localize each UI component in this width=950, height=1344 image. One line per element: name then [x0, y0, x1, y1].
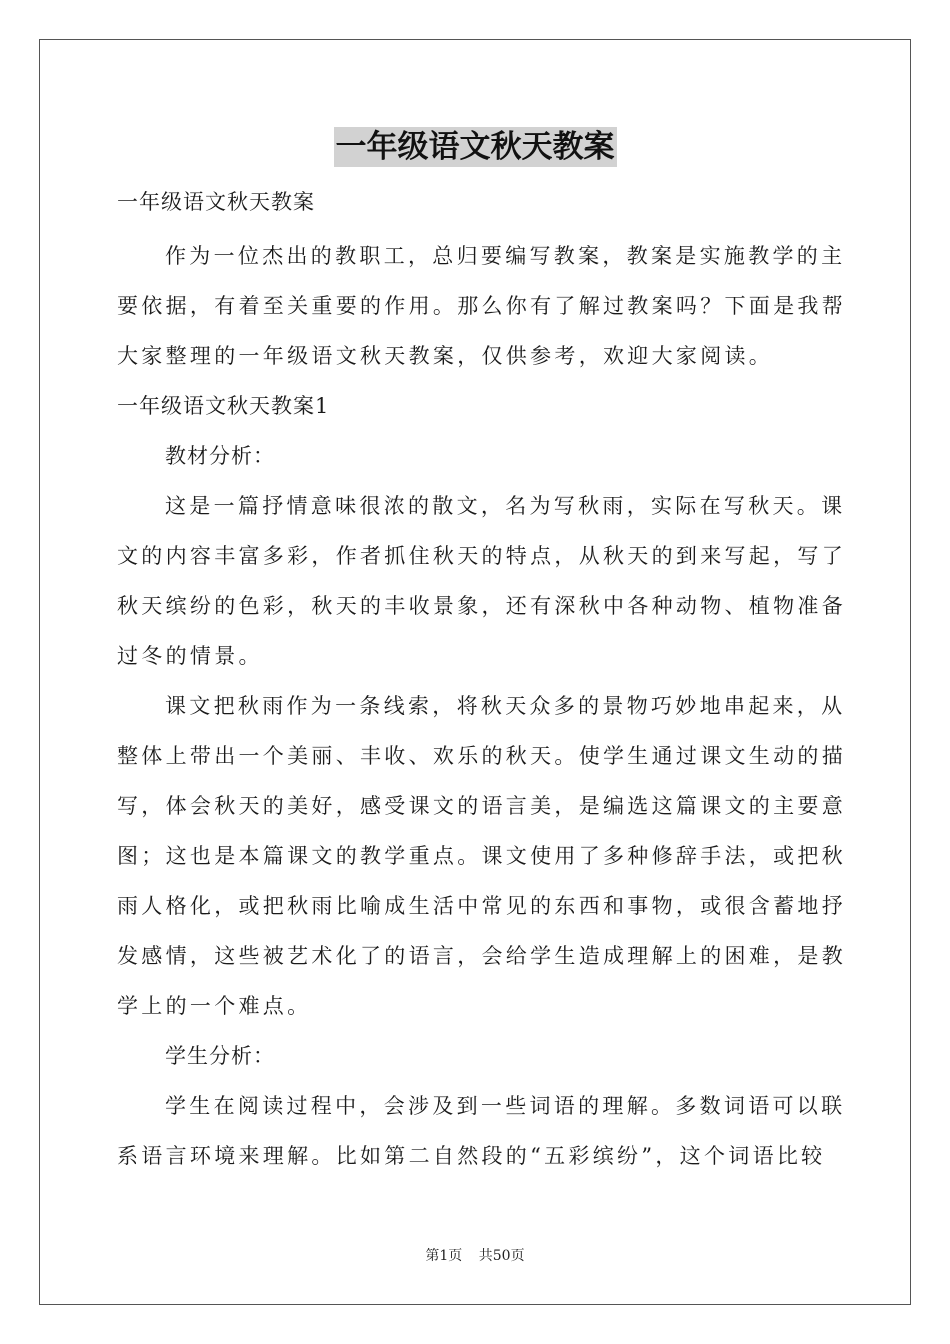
student-p1-line-1: 学生在阅读过程中，会涉及到一些词语的理解。多数词语可以联: [165, 1094, 846, 1118]
page-footer: [0, 1246, 950, 1266]
material-p2-line-5: 雨人格化，或把秋雨比喻成生活中常见的东西和事物，或很含蓄地抒: [117, 894, 846, 918]
document-title: 一年级语文秋天教案: [335, 129, 615, 165]
material-p1-line-4: 过冬的情景。: [117, 644, 263, 668]
page-total: 共50页: [478, 1248, 525, 1264]
material-p2-line-3: 写，体会秋天的美好，感受课文的语言美，是编选这篇课文的主要意: [117, 794, 846, 818]
intro-line-2: 要依据，有着至关重要的作用。那么你有了解过教案吗？下面是我帮: [117, 294, 846, 318]
material-p1-line-2: 文的内容丰富多彩，作者抓住秋天的特点，从秋天的到来写起，写了: [117, 544, 846, 568]
material-p2-line-2: 整体上带出一个美丽、丰收、欢乐的秋天。使学生通过课文生动的描: [117, 744, 846, 768]
heading-material-analysis: 教材分析：: [165, 444, 275, 468]
heading-student-analysis: 学生分析：: [165, 1044, 275, 1068]
material-p2-line-1: 课文把秋雨作为一条线索，将秋天众多的景物巧妙地串起来，从: [165, 694, 846, 718]
document-subtitle: 一年级语文秋天教案: [117, 190, 315, 214]
material-p2-line-7: 学上的一个难点。: [117, 994, 312, 1018]
material-p1-line-1: 这是一篇抒情意味很浓的散文，名为写秋雨，实际在写秋天。课: [165, 494, 846, 518]
section-title: 一年级语文秋天教案1: [117, 394, 330, 418]
student-p1-line-2: 系语言环境来理解。比如第二自然段的“五彩缤纷”，这个词语比较: [117, 1144, 826, 1168]
material-p1-line-3: 秋天缤纷的色彩，秋天的丰收景象，还有深秋中各种动物、植物准备: [117, 594, 846, 618]
intro-line-3: 大家整理的一年级语文秋天教案，仅供参考，欢迎大家阅读。: [117, 344, 774, 368]
page-number: 第1页: [425, 1248, 463, 1264]
title-container: [117, 127, 833, 173]
material-p2-line-6: 发感情，这些被艺术化了的语言，会给学生造成理解上的困难，是教: [117, 944, 846, 968]
intro-line-1: 作为一位杰出的教职工，总归要编写教案，教案是实施教学的主: [165, 244, 846, 268]
document-body: [117, 127, 846, 1181]
material-p2-line-4: 图；这也是本篇课文的教学重点。课文使用了多种修辞手法，或把秋: [117, 844, 846, 868]
